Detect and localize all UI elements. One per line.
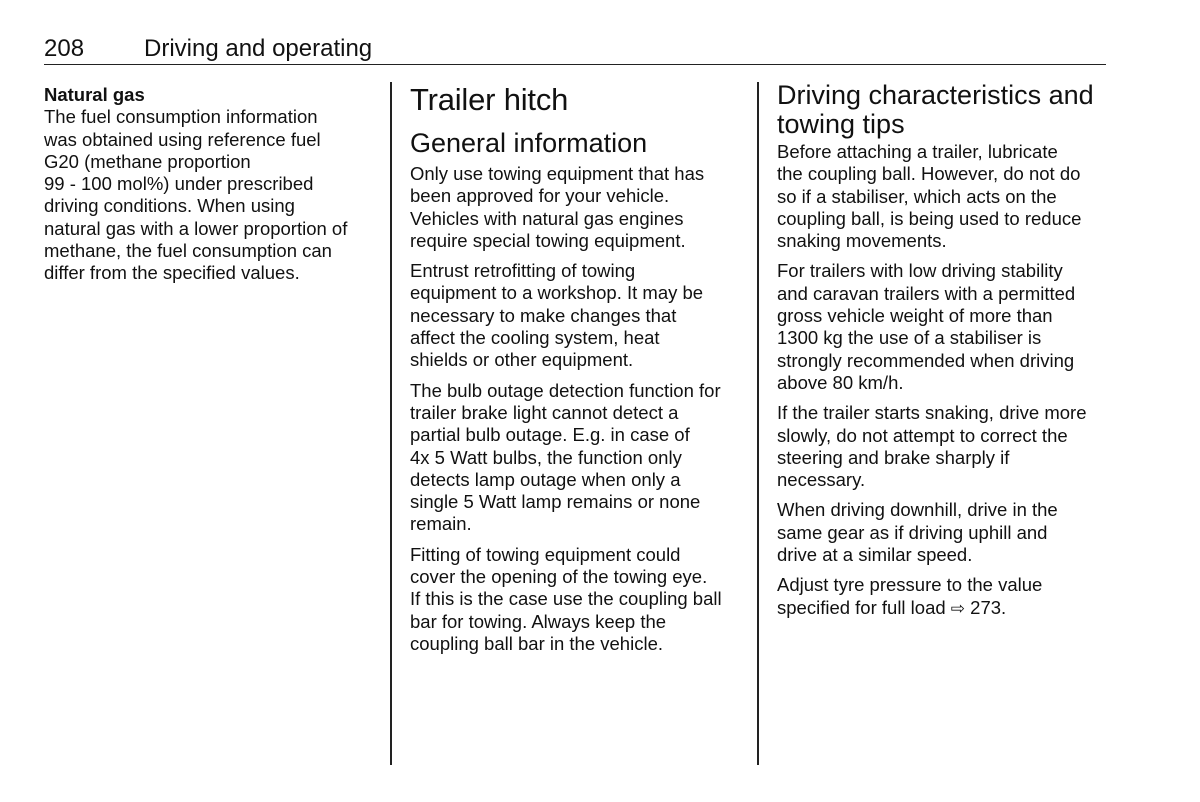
- text-line: strongly recommended when driving: [777, 349, 1075, 371]
- column-driving-characteristics: [777, 80, 1113, 628]
- text-line: gross vehicle weight of more than: [777, 305, 1053, 327]
- text-line: necessary.: [777, 469, 866, 491]
- paragraph-towing-eye: [410, 544, 746, 655]
- natural-gas-heading: Natural gas: [44, 84, 145, 105]
- text-line: Before attaching a trailer, lubricate: [777, 141, 1058, 162]
- text-line: The fuel consumption information: [44, 106, 318, 128]
- general-information-heading: General information: [410, 128, 648, 158]
- page-reference-link[interactable]: 273.: [965, 596, 1007, 618]
- column-divider-left: [390, 82, 392, 765]
- text-line: drive at a similar speed.: [777, 544, 973, 566]
- text-line: detects lamp outage when only a: [410, 468, 681, 490]
- text-line: equipment to a workshop. It may be: [410, 282, 704, 304]
- text-line: natural gas with a lower proportion of: [44, 217, 348, 239]
- text-line: above 80 km/h.: [777, 371, 904, 393]
- text-line: For trailers with low driving stability: [777, 260, 1063, 282]
- text-line: 99 - 100 mol%) under prescribed: [44, 173, 314, 195]
- text-line: driving conditions. When using: [44, 195, 295, 217]
- text-line: affect the cooling system, heat: [410, 327, 660, 349]
- text-line: remain.: [410, 513, 472, 535]
- paragraph-snaking: [777, 402, 1113, 491]
- text-line: and caravan trailers with a permitted: [777, 282, 1076, 304]
- trailer-hitch-title: Trailer hitch: [410, 82, 569, 117]
- text-line: 1300 kg the use of a stabiliser is: [777, 327, 1042, 349]
- paragraph-tyre-pressure: [777, 574, 1113, 620]
- text-line: same gear as if driving uphill and: [777, 521, 1048, 543]
- heading-line: Driving characteristics and: [777, 80, 1094, 110]
- paragraph-retrofitting: [410, 260, 746, 371]
- text-line: specified for full load: [777, 596, 951, 618]
- column-divider-right: [757, 82, 759, 765]
- text-line: Only use towing equipment that has: [410, 163, 705, 184]
- text-line: single 5 Watt lamp remains or none: [410, 491, 701, 513]
- text-line: The bulb outage detection function for: [410, 379, 721, 401]
- text-line: cover the opening of the towing eye.: [410, 566, 708, 588]
- page-reference-arrow-icon: ⇨: [950, 598, 966, 618]
- natural-gas-paragraph: [44, 106, 380, 284]
- text-line: If this is the case use the coupling ball: [410, 588, 722, 610]
- text-line: shields or other equipment.: [410, 349, 634, 371]
- text-line: slowly, do not attempt to correct the: [777, 424, 1068, 446]
- paragraph-approved-equipment: [410, 163, 746, 252]
- text-line: When driving downhill, drive in the: [777, 499, 1058, 521]
- text-line: coupling ball bar in the vehicle.: [410, 632, 663, 654]
- paragraph-lubricate-ball: [777, 141, 1113, 252]
- column-trailer-hitch: [410, 80, 746, 663]
- page-header: [44, 34, 1106, 65]
- text-line: If the trailer starts snaking, drive more: [777, 402, 1087, 424]
- text-line: snaking movements.: [777, 230, 947, 252]
- text-line: G20 (methane proportion: [44, 150, 251, 172]
- driving-characteristics-heading: [777, 81, 1113, 139]
- page-number: 208: [44, 35, 85, 62]
- text-line: differ from the specified values.: [44, 262, 300, 284]
- text-line: require special towing equipment.: [410, 229, 686, 251]
- heading-line: towing tips: [777, 109, 905, 139]
- text-line: been approved for your vehicle.: [410, 185, 670, 207]
- text-line: trailer brake light cannot detect a: [410, 401, 679, 423]
- text-line: necessary to make changes that: [410, 304, 677, 326]
- text-line: the coupling ball. However, do not do: [777, 163, 1081, 185]
- text-line: bar for towing. Always keep the: [410, 610, 667, 632]
- column-natural-gas: [44, 80, 380, 293]
- text-line: methane, the fuel consumption can: [44, 240, 332, 262]
- text-line: 4x 5 Watt bulbs, the function only: [410, 446, 682, 468]
- text-line: Vehicles with natural gas engines: [410, 207, 684, 229]
- text-line: was obtained using reference fuel: [44, 128, 321, 150]
- paragraph-stabiliser: [777, 260, 1113, 394]
- section-title: Driving and operating: [144, 35, 373, 62]
- text-line: steering and brake sharply if: [777, 446, 1010, 468]
- text-line: Entrust retrofitting of towing: [410, 260, 636, 282]
- text-line: Fitting of towing equipment could: [410, 543, 681, 565]
- text-line: Adjust tyre pressure to the value: [777, 574, 1043, 596]
- paragraph-downhill: [777, 499, 1113, 566]
- text-line: so if a stabiliser, which acts on the: [777, 185, 1057, 207]
- text-line: partial bulb outage. E.g. in case of: [410, 424, 690, 446]
- text-line: coupling ball, is being used to reduce: [777, 207, 1082, 229]
- paragraph-bulb-outage: [410, 380, 746, 536]
